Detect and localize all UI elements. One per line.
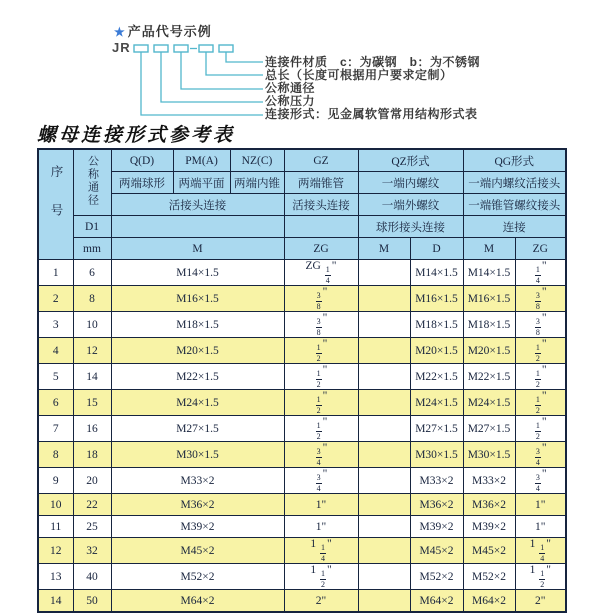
- table-cell: M36×2: [463, 494, 515, 516]
- code-box-3: [174, 45, 188, 52]
- table-cell: M24×1.5: [463, 390, 515, 416]
- table-cell: M18×1.5: [410, 312, 463, 338]
- table-cell: 50: [73, 590, 111, 613]
- unit-header-qg-m: M: [463, 238, 515, 260]
- code-box-4: [199, 45, 213, 52]
- table-cell: 2: [38, 286, 73, 312]
- label-connector-material: 连接件材质 c：为碳钢 b：为不锈钢: [265, 55, 481, 69]
- table-cell: M33×2: [463, 468, 515, 494]
- label-total-length: 总长（长度可根据用户要求定制）: [265, 68, 453, 82]
- table-cell: M16×1.5: [410, 286, 463, 312]
- table-cell: M24×1.5: [111, 390, 284, 416]
- unit-header-qz-d: D: [410, 238, 463, 260]
- connector-line-5: [226, 52, 263, 62]
- table-cell: 16: [73, 416, 111, 442]
- table-cell: 5: [38, 364, 73, 390]
- table-cell: 3: [38, 312, 73, 338]
- table-cell: [358, 468, 410, 494]
- table-cell: M45×2: [410, 538, 463, 564]
- table-cell: $\frac{1}{2}$ ": [515, 390, 566, 416]
- table-cell: 4: [38, 338, 73, 364]
- table-cell: M14×1.5: [463, 260, 515, 286]
- table-cell: 10: [38, 494, 73, 516]
- table-cell: M14×1.5: [410, 260, 463, 286]
- col-header-qg: QG形式: [463, 149, 566, 172]
- table-cell: 40: [73, 564, 111, 590]
- col-header-nz: NZ(C): [230, 149, 284, 172]
- table-title: 螺母连接形式参考表: [37, 124, 236, 146]
- table-row: [38, 538, 566, 564]
- table-cell: M20×1.5: [410, 338, 463, 364]
- subheader-gz-ends: 两端锥管: [284, 172, 358, 194]
- table-cell: $\frac{3}{8}$ ": [515, 312, 566, 338]
- table-row: [38, 468, 566, 494]
- col-header-q: Q(D): [111, 149, 173, 172]
- unit-header-m: M: [111, 238, 284, 260]
- table-cell: $\frac{1}{2}$ ": [284, 338, 358, 364]
- table-cell: 22: [73, 494, 111, 516]
- table-cell: 1": [284, 494, 358, 516]
- table-cell: [358, 442, 410, 468]
- table-cell: M14×1.5: [111, 260, 284, 286]
- table-cell: 20: [73, 468, 111, 494]
- subheader-qg-ends: 一端内螺纹活接头: [463, 172, 566, 194]
- table-body: [38, 260, 566, 613]
- table-row: [38, 312, 566, 338]
- connector-line-4: [206, 52, 263, 75]
- table-cell: M39×2: [111, 516, 284, 538]
- table-cell: M22×1.5: [463, 364, 515, 390]
- code-box-5: [219, 45, 233, 52]
- table-cell: $\frac{1}{2}$ ": [515, 338, 566, 364]
- label-connection-form: 连接形式：见金属软管常用结构形式表: [265, 107, 478, 121]
- product-code-example-label: 产品代号示例: [127, 24, 212, 39]
- table-cell: M64×2: [463, 590, 515, 613]
- col-header-gz: GZ: [284, 149, 358, 172]
- nut-connection-reference-table: [37, 148, 567, 613]
- col-header-qz: QZ形式: [358, 149, 463, 172]
- table-cell: $\frac{3}{4}$ ": [515, 468, 566, 494]
- table-cell: M33×2: [111, 468, 284, 494]
- table-cell: M36×2: [111, 494, 284, 516]
- table-cell: 10: [73, 312, 111, 338]
- table-cell: 1": [515, 494, 566, 516]
- table-cell: M36×2: [410, 494, 463, 516]
- table-cell: M16×1.5: [111, 286, 284, 312]
- table-cell: 14: [38, 590, 73, 613]
- table-cell: M52×2: [410, 564, 463, 590]
- table-cell: 1 $\frac{1}{4}$ ": [284, 538, 358, 564]
- code-box-1: [134, 45, 148, 52]
- subheader-pm-ends: 两端平面: [173, 172, 230, 194]
- subheader-qz-external-thread: 一端外螺纹: [358, 194, 463, 216]
- table-cell: 1: [38, 260, 73, 286]
- subheader-nz-ends: 两端内锥: [230, 172, 284, 194]
- table-cell: $\frac{1}{2}$ ": [515, 364, 566, 390]
- table-cell: M45×2: [463, 538, 515, 564]
- table-cell: $\frac{3}{4}$ ": [284, 442, 358, 468]
- table-cell: [358, 286, 410, 312]
- star-icon: ★: [114, 25, 126, 39]
- table-cell: 8: [73, 286, 111, 312]
- table-cell: [358, 590, 410, 613]
- table-row: [38, 338, 566, 364]
- table-cell: $\frac{1}{4}$ ": [515, 260, 566, 286]
- table-row: [38, 390, 566, 416]
- table-cell: 18: [73, 442, 111, 468]
- subheader-connection: 连接: [463, 216, 566, 238]
- table-cell: 6: [73, 260, 111, 286]
- table-cell: [358, 416, 410, 442]
- table-cell: M52×2: [463, 564, 515, 590]
- table-cell: M52×2: [111, 564, 284, 590]
- table-cell: M20×1.5: [111, 338, 284, 364]
- subheader-d1: D1: [73, 216, 111, 238]
- subheader-qg-taper-thread-joint: 一端锥管螺纹接头: [463, 194, 566, 216]
- subheader-qz-ends: 一端内螺纹: [358, 172, 463, 194]
- table-cell: M39×2: [410, 516, 463, 538]
- table-cell: 1 $\frac{1}{2}$ ": [515, 564, 566, 590]
- table-cell: M39×2: [463, 516, 515, 538]
- table-cell: M64×2: [111, 590, 284, 613]
- subheader-gz-connection: 活接头连接: [284, 194, 358, 216]
- table-cell: $\frac{1}{2}$ ": [284, 416, 358, 442]
- table-cell: M27×1.5: [111, 416, 284, 442]
- table-cell: M30×1.5: [111, 442, 284, 468]
- unit-header-mm: mm: [73, 238, 111, 260]
- table-row: [38, 286, 566, 312]
- table-cell: M16×1.5: [463, 286, 515, 312]
- table-cell: 1": [515, 516, 566, 538]
- connector-line-3: [181, 52, 263, 89]
- table-cell: [358, 364, 410, 390]
- table-cell: $\frac{1}{2}$ ": [515, 416, 566, 442]
- subheader-union-connection: 活接头连接: [111, 194, 284, 216]
- table-cell: 1 $\frac{1}{4}$ ": [515, 538, 566, 564]
- label-nominal-diameter: 公称通径: [265, 81, 316, 95]
- table-cell: 13: [38, 564, 73, 590]
- table-cell: $\frac{3}{8}$ ": [515, 286, 566, 312]
- subheader-q-ends: 两端球形: [111, 172, 173, 194]
- table-cell: [358, 390, 410, 416]
- table-row: [38, 564, 566, 590]
- unit-header-qg-zg: ZG: [515, 238, 566, 260]
- table-cell: M45×2: [111, 538, 284, 564]
- table-cell: M30×1.5: [463, 442, 515, 468]
- code-box-2: [154, 45, 168, 52]
- table-cell: 15: [73, 390, 111, 416]
- table-cell: M18×1.5: [111, 312, 284, 338]
- table-cell: M18×1.5: [463, 312, 515, 338]
- table-cell: M33×2: [410, 468, 463, 494]
- table-cell: [358, 338, 410, 364]
- table-row: [38, 442, 566, 468]
- table-row: [38, 416, 566, 442]
- table-cell: M22×1.5: [410, 364, 463, 390]
- table-cell: $\frac{1}{2}$ ": [284, 364, 358, 390]
- table-cell: M20×1.5: [463, 338, 515, 364]
- unit-header-qz-m: M: [358, 238, 410, 260]
- code-prefix: JR: [112, 40, 131, 55]
- table-row: [38, 364, 566, 390]
- table-cell: M22×1.5: [111, 364, 284, 390]
- table-cell: 32: [73, 538, 111, 564]
- table-cell: $\frac{3}{4}$ ": [515, 442, 566, 468]
- table-cell: M27×1.5: [463, 416, 515, 442]
- table-row: [38, 260, 566, 286]
- table-row: [38, 590, 566, 613]
- table-cell: $\frac{3}{4}$ ": [284, 468, 358, 494]
- table-cell: 1 $\frac{1}{2}$ ": [284, 564, 358, 590]
- table-cell: [358, 516, 410, 538]
- col-header-pm: PM(A): [173, 149, 230, 172]
- table-cell: 25: [73, 516, 111, 538]
- table-cell: 11: [38, 516, 73, 538]
- table-cell: 12: [38, 538, 73, 564]
- table-cell: [358, 312, 410, 338]
- table-cell: M64×2: [410, 590, 463, 613]
- table-cell: [358, 260, 410, 286]
- col-header-dn: 公称通径: [73, 149, 111, 216]
- table-cell: 9: [38, 468, 73, 494]
- label-nominal-pressure: 公称压力: [265, 94, 316, 108]
- table-cell: ZG $\frac{1}{4}$ ": [284, 260, 358, 286]
- table-header: [38, 149, 566, 260]
- table-cell: 2": [284, 590, 358, 613]
- subheader-empty-left: [111, 216, 284, 238]
- table-cell: 7: [38, 416, 73, 442]
- table-cell: $\frac{3}{8}$ ": [284, 312, 358, 338]
- table-cell: [358, 538, 410, 564]
- table-row: [38, 516, 566, 538]
- table-cell: 12: [73, 338, 111, 364]
- subheader-ball-joint-connection: 球形接头连接: [358, 216, 463, 238]
- table-cell: 8: [38, 442, 73, 468]
- table-cell: M24×1.5: [410, 390, 463, 416]
- table-cell: 14: [73, 364, 111, 390]
- subheader-empty-gz: [284, 216, 358, 238]
- table-cell: 6: [38, 390, 73, 416]
- connector-line-2: [161, 52, 263, 102]
- col-header-seq: 序号: [38, 149, 73, 260]
- table-cell: [358, 564, 410, 590]
- table-cell: M30×1.5: [410, 442, 463, 468]
- table-cell: $\frac{1}{2}$ ": [284, 390, 358, 416]
- table-row: [38, 494, 566, 516]
- table-cell: $\frac{3}{8}$ ": [284, 286, 358, 312]
- unit-header-zg: ZG: [284, 238, 358, 260]
- table-cell: 2": [515, 590, 566, 613]
- table-cell: 1": [284, 516, 358, 538]
- table-cell: [358, 494, 410, 516]
- table-cell: M27×1.5: [410, 416, 463, 442]
